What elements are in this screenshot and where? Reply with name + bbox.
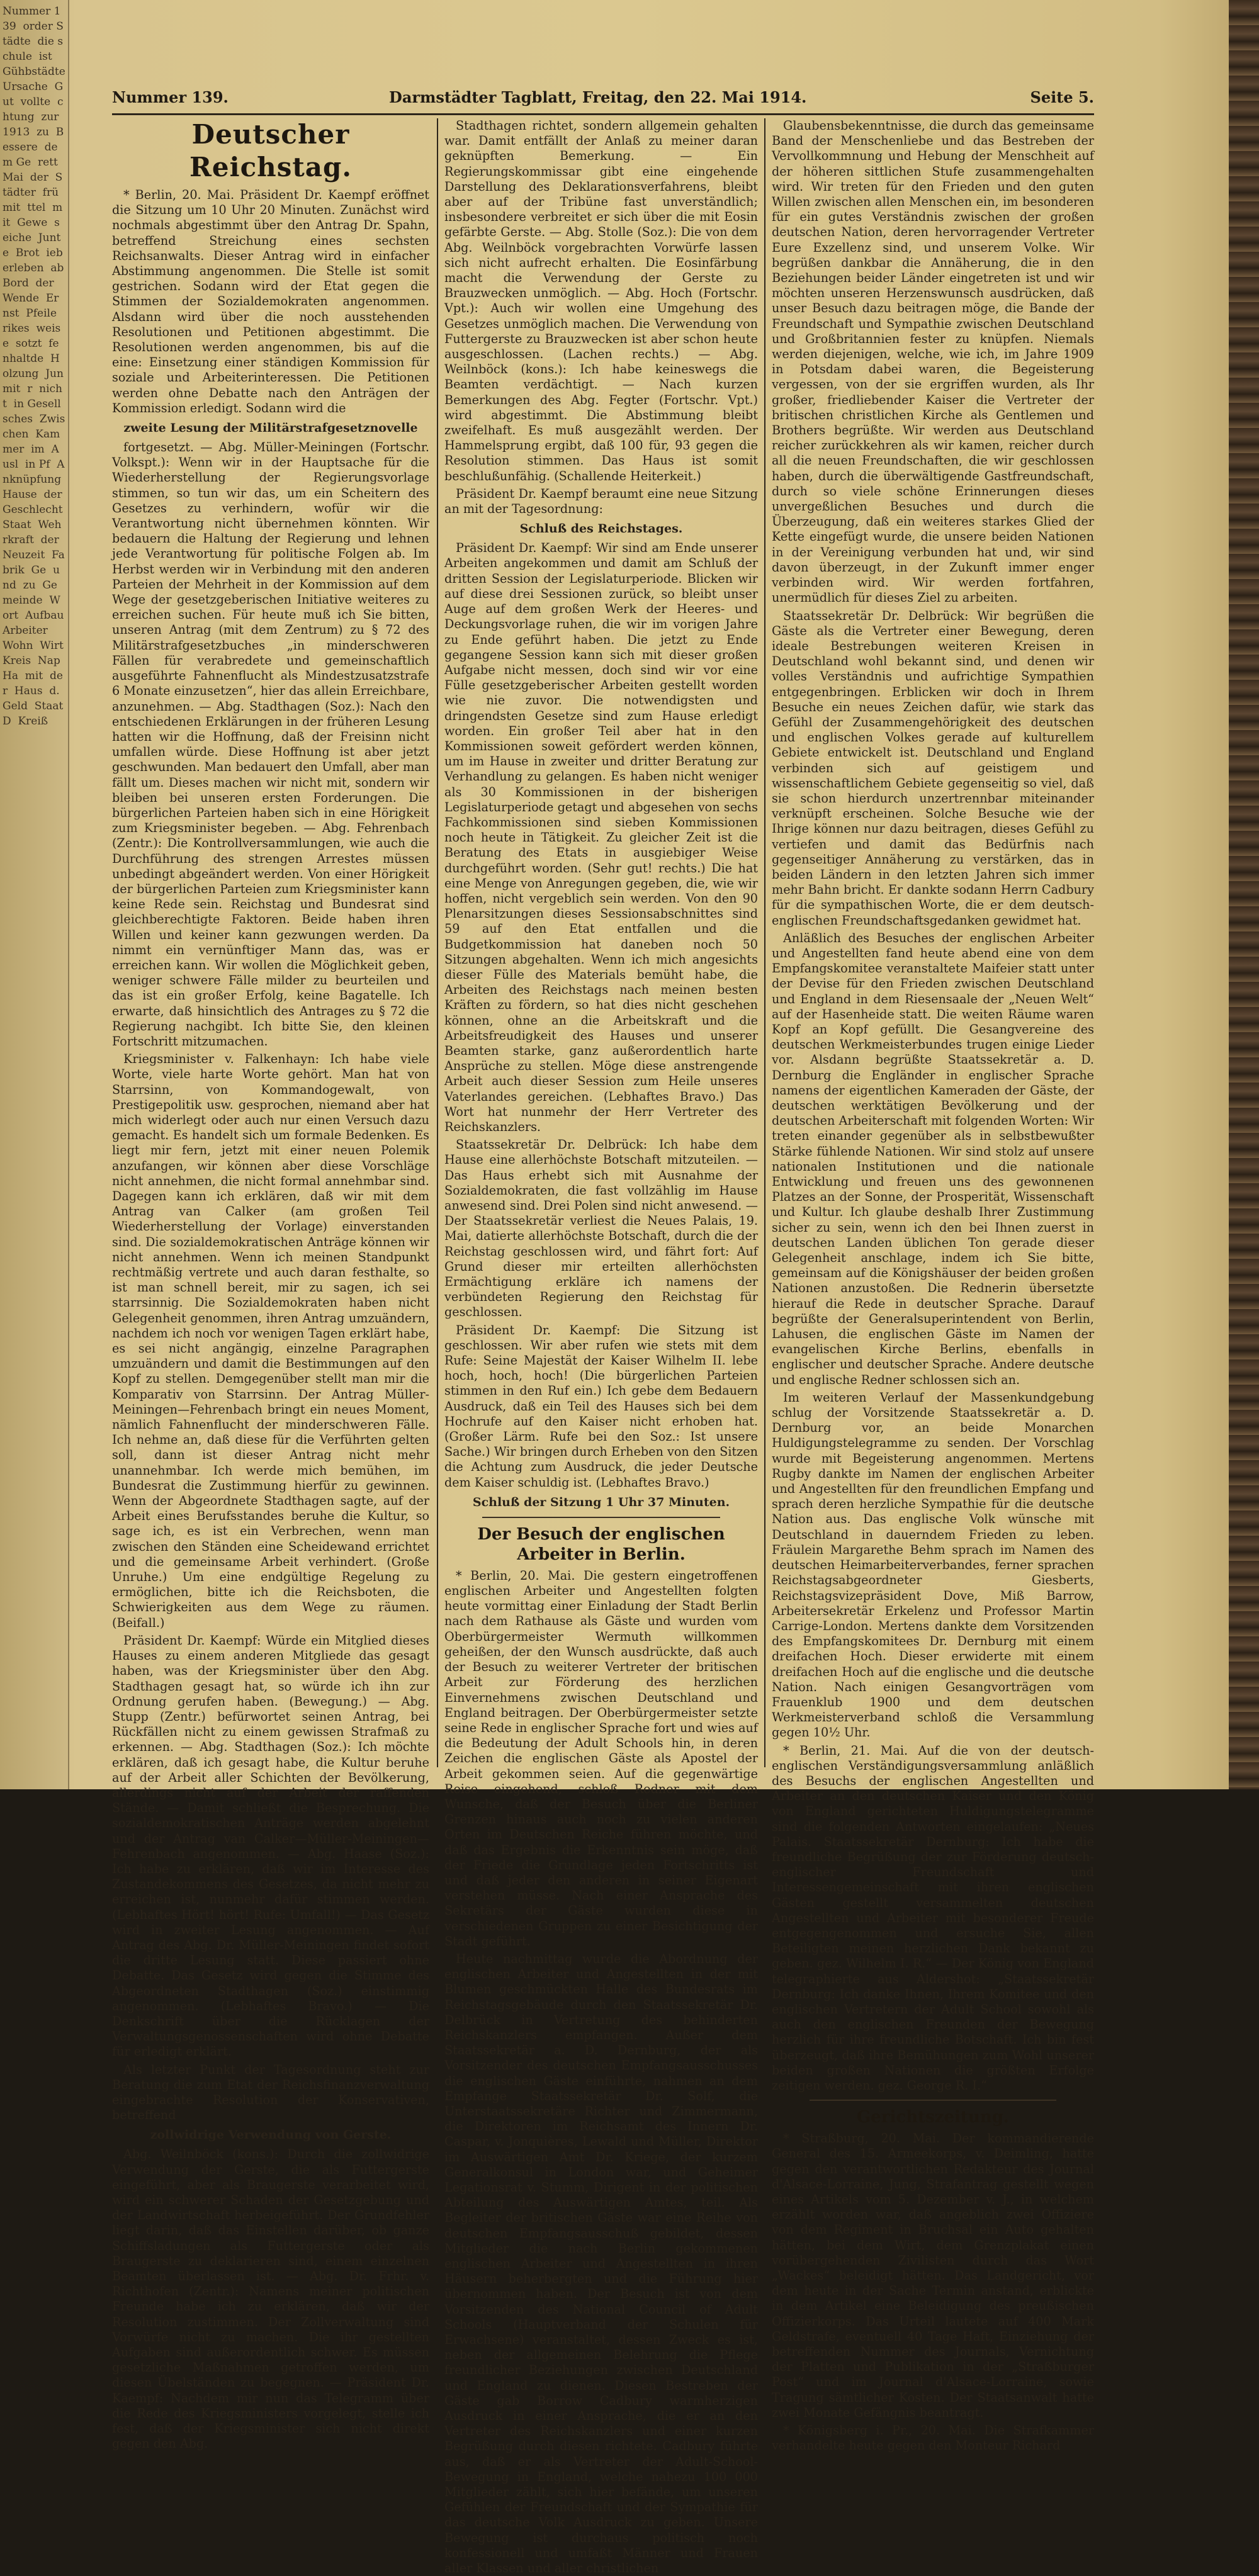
reichstag-paragraph: * Berlin, 20. Mai. Präsident Dr. Kaempf eröffnet die Sitzung um 10 Uhr 20 Minuten. Zunächst wird nochmals abgestimmt über den Antrag Dr. Spahn, betreffend Streichung eines sechsten Reichsanwalts. Dieser Antrag wird in einfacher Abstimmung angenommen. Die Stelle ist somit gestrichen. Sodann wird der Etat gegen die Stimmen der Sozialdemokraten angenommen. Alsdann wird über die noch ausstehenden Resolutionen und Petitionen abgestimmt. Die Resolutionen werden angenommen, bis auf die eine: Einsetzung einer ständigen Kommission für soziale und Arbeiterinteressen. Die Petitionen werden ohne Debatte nach den Anträgen der Kommission erledigt. Sodann wird die [112,188,429,415]
reichstag-headline: Deutscher Reichstag. [189,119,352,183]
gerichtszeitung-headline: Gerichtszeitung. [857,2108,1009,2127]
reichstag-paragraph: Stadthagen richtet, sondern allgemein gehalten war. Damit entfällt der Anlaß zu meiner daran geknüpften Bemerkung. — Ein Regierungskommissar gibt eine eingehende Darstellung des Deklarationsverfahrens, bleibt aber auf der Tribüne fast unverständlich; insbesondere verbreitet er sich über die mit Eosin gefärbte Gerste. — Abg. Stolle (Soz.): Die von dem Abg. Weilnböck vorgebrachten Vorwürfe lassen sich nicht aufrecht erhalten. Die Eosinfärbung macht die Verwendung der Gerste zu Brauzwecken unmöglich. — Abg. Hoch (Fortschr. Vpt.): Auch wir wollen eine Umgehung des Gesetzes unmöglich machen. Die Verwendung von Futtergerste zu Brauzwecken ist aber schon heute ausgeschlossen. (Lachen rechts.) — Abg. Weilnböck (kons.): Ich habe keineswegs die Beamten verdächtigt. — Nach kurzen Bemerkungen des Abg. Fegter (Fortschr. Vpt.) wird abgestimmt. Die Abstimmung bleibt zweifelhaft. Es muß ausgezählt werden. Der Hammelsprung ergibt, daß 100 für, 93 gegen die Resolution stimmen. Das Haus ist somit beschlußunfähig. (Schallende Heiterkeit.) [444,118,758,483]
previous-page-edge [0,0,72,1789]
besuch-paragraph: Anläßlich des Besuches der englischen Arbeiter und Angestellten fand heute abend eine von dem Empfangskomitee veranstaltete Maifeier statt unter der Devise für den Frieden zwischen Deutschland und England in dem Riesensaale der „Neuen Welt“ auf der Hasenheide statt. Die weiten Räume waren Kopf an Kopf gefüllt. Die Gesangvereine des deutschen Werkmeisterbundes trugen einige Lieder vor. Alsdann begrüßte Staatssekretär a. D. Dernburg die Engländer in englischer Sprache namens der eigentlichen Kameraden der Gäste, der deutschen werktätigen Bevölkerung und der deutschen Arbeiterschaft mit folgenden Worten: Wir treten einander gegenüber als in selbstbewußter Stärke fühlende Nationen. Wir sind stolz auf unsere nationalen Institutionen und die nationale Entwicklung und freuen uns des gewonnenen Platzes an der Sonne, der Prosperität, Wissenschaft und Kultur. Ich glaube deshalb Ihrer Zustimmung sicher zu sein, wenn ich den bei Ihnen zuerst in deutschen Landen üblichen Ton gerade dieser Gelegenheit anschlage, indem ich Sie bitte, gemeinsam auf die Königshäuser der beiden großen Nationen anzustoßen. Die Rednerin übersetzte hierauf die Rede in deutscher Sprache. Darauf begrüßte der Generalsuperintendent von Berlin, Lahusen, die englischen Gäste im Namen der evangelischen Kirche Berlins, ebenfalls in englischer und deutscher Sprache. Andere deutsche und englische Redner schlossen sich an. [772,930,1094,1387]
column-2 [444,118,758,2576]
reichstag-paragraph: Kriegsminister v. Falkenhayn: Ich habe viele Worte, viele harte Worte gehört. Man hat von Starrsinn, von Kommandogewalt, von Prestigepolitik usw. gesprochen, niemand aber hat mich widerlegt oder auch nur einen Versuch dazu gemacht. Es handelt sich um formale Bedenken. Es liegt mir fern, jetzt mit einer neuen Polemik anzufangen, wir können aber diese Vorschläge nicht annehmen, die nicht formal annehmbar sind. Dagegen kann ich erklären, daß wir mit dem Antrag van Calker (am großen Teil Wiederherstellung der Vorlage) einverstanden sind. Die sozialdemokratischen Anträge können wir nicht annehmen. Wenn ich meinen Standpunkt rechtmäßig vertrete und auch daran festhalte, so ist man schnell bereit, mir zu sagen, ich sei starrsinnig. Die Sozialdemokraten haben nicht Gelegenheit genommen, ihren Antrag umzuändern, nachdem ich noch vor wenigen Tagen erklärt habe, es sei nicht angängig, einzelne Paragraphen umzuändern und damit die Bestimmungen auf den Kopf zu stellen. Demgegenüber stellt man mir die Komparativ von Starrsinn. Der Antrag Müller-Meiningen—Fehrenbach bringt ein neues Moment, nämlich Fahnenflucht der minderschweren Fälle. Ich nehme an, daß diese für die Verführten gelten soll, dann ist dieser Antrag nicht mehr unannehmbar. Ich werde mich bemühen, im Bundesrat die Zustimmung hierfür zu gewinnen. Wenn der Abgeordnete Stadthagen sagte, auf der Arbeit eines Berufsstandes beruhe die Kultur, so sage ich, es ist ein Verbrechen, wenn man zwischen den Ständen eine Scheidewand errichtet und die gemeinsame Arbeit verhindert. (Große Unruhe.) Um eine endgültige Regelung zu ermöglichen, bitte ich die Reichsboten, die Schwierigkeiten aus dem Wege zu räumen. (Beifall.) [112,1052,429,1630]
column-rule-1 [437,118,438,1767]
issue-number: Nummer 139. [112,88,229,106]
article-separator [482,1517,720,1518]
besuch-headline: Der Besuch der englischen Arbeiter in Berlin. [477,1524,725,1564]
reichstag-paragraph: Abg. Weilnböck (kons.): Durch die zollwidrige Verwendung der Gerste, die als Futtergerste eingeführt, aber als Braugerste verarbeitet wird, wird ein schwerer Schaden der Gesetzgebung und der Landwirtschaft herbeigeführt. Der Grundfehler liegt darin, daß das Einstellen darüber, ob ganze Schiffsladungen als Futtergerste oder als Braugerste zu deklarieren sind, einem einzelnen Beamten überlassen ist. — Abg. Dr. Frhr. v. Richthofen (Zentr.): Namens meiner politischen Freunde habe ich zu erklären, daß wir der Resolution zustimmen. Der Zollverwaltung sind Vorwürfe nicht zu machen. Die ihr gestellten Aufgaben sind außerordentlich schwer. Es müssen gesetzliche Maßnahmen getroffen werden, um diesen Übelständen zu begegnen. — Präsident Dr. Kaempf: Nachdem mir nun das Telegramm über die Rede des Kriegsministers vorgelegt, stelle ich fest, daß der Kriegsminister sich nicht direkt gegen den Abg. [112,2147,429,2451]
besuch-paragraph: Im weiteren Verlauf der Massenkundgebung schlug der Vorsitzende Staatssekretär a. D. Dernburg vor, an beide Monarchen Huldigungstelegramme zu senden. Der Vorschlag wurde mit Begeisterung angenommen. Mertens Rugby dankte im Namen der englischen Arbeiter und Angestellten für den freundlichen Empfang und sprach deren herzliche Sympathie für die deutsche Nation aus. Das englische Volk wünsche mit Deutschland in dauerndem Frieden zu leben. Fräulein Margarethe Behm sprach im Namen des deutschen Heimarbeiterverbandes, ferner sprachen Reichstagsabgeordneter Giesberts, Reichstagsvizepräsident Dove, Miß Barrow, Arbeitersekretär Erkelenz und Professor Martin Carrige-London. Mertens dankte dem Vorsitzenden des Empfangskomitees Dr. Dernburg mit einem dreifachen Hoch. Dieser erwiderte mit einem dreifachen Hoch auf die englische und die deutsche Nation. Nach einigen Gesangvorträgen vom Frauenklub 1900 und dem deutschen Werkmeisterverband schloß die Versammlung gegen 10½ Uhr. [772,1390,1094,1740]
reichstag-paragraph: Staatssekretär Dr. Delbrück: Ich habe dem Hause eine allerhöchste Botschaft mitzuteilen. — Das Haus erhebt sich mit Ausnahme der Sozialdemokraten, die fast vollzählig im Hause anwesend sind. Drei Polen sind nicht anwesend. — Der Staatssekretär verliest die Neues Palais, 19. Mai, datierte allerhöchste Botschaft, durch die der Reichstag geschlossen wird, und fährt fort: Auf Grund dieser mir erteilten allerhöchsten Ermächtigung erkläre ich namens der verbündeten Regierung den Reichstag für geschlossen. [444,1137,758,1320]
gericht-paragraph: * Straßburg, 20. Mai. Der kommandierende General des 15. Armeekorps, v. Deimling, hatte gegen den verantwortlichen Redakteur des Journal d'Alsace-Lorraine, Jung, Strafantrag gestellt wegen eines Artikels vom 5. Dezember v. J., in welchem erzählt worden war, daß angeblich zwei Offiziere von dem Regiment in Bruchsal ein Auto gehalten hätten, bei dem Wirt, dem Grenzplakat einen vorübergehenden Zivilisten durch das Wort „Wackes“ beleidigt hätten. Das Landgericht, vor dem heute in der Sache Termin anstand, erblickte in dem Artikel eine Beleidigung des preußischen Offizierkorps. Das Urteil lautete auf 400 Mark Geldstrafe, eventuell 40 Tage Haft, Einziehung der betreffenden Nummer des Journals, Vernichtung der Platten und Publikation in der „Straßburger Post“ und im Journal d'Alsace-Lorraine, sowie Tragung sämtlicher Kosten. Der Staatsanwalt hatte zwei Monate Gefängnis beantragt. [772,2131,1094,2420]
besuch-paragraph: Heute nachmittag wurde die Abordnung der englischen Arbeiter und Angestellten in der mit Blumen geschmückten Halle des Bundesrats im Reichstagsgebäude durch den Staatssekretär Dr. Delbrück in Vertretung des behinderten Reichskanzlers empfangen. Außer dem Staatssekretär a. D. Dernburg, der als Vorsitzender des deutschen Empfangsausschusses die englischen Gäste einführte, nahmen an dem Empfange Staatssekretär Dr. Solf, die Unterstaatssekretäre Richter und Zimmermann, die Direktoren im Reichsamt des Innern Dr. Caspar, v. Jonquières, Lewald und Müller, Direktor im Auswärtigen Amt Dr. Kriege, der kurzem Generalkonsul in London war, und Geheimer Legationsrat v. Stumm, Dirigent in der politischen Abteilung des Auswärtigen Amtes, teil. Als Begleiter der britischen Gäste war eine Reihe von deutschen Empfangsausschuß gebildet, dessen Mitglieder die nach Berlin gekommenen englischen Arbeiter und Angestellten in ihren Häusern beherbergten und die Führung hier übernommen haben. Der Besuch ist von dem Vorsitzenden des National Council of Adult Schools (Hauptverband der Schulen für Erwachsene) veranstaltet, dessen Zweck es ist, neben der allgemeinen Belehrung die Pflege freundlicher Beziehungen zwischen Deutschland und England zu dienen. Diesen Bestreben der Gäste gab Borrow Cadbury warmherzigen Ausdruck in einer Ansprache, die er an den Vertreter des Reichskanzlers und einer kurzen Begrüßung durch diesen richtete. Cadbury führte aus, daß er als Vertreter der Adult-School-Bewegung in England, welche nahezu 100 000 Mitglieder zählt, sich hier befände, um unseren Gefühlen der Freundschaft und der Sympathie für das deutsche Volk Ausdruck zu geben. Unsere Bewegung ist durchaus politisch noch konfessionell und umfaßt Männer und Frauen aller Klassen und aller christlichen [444,1951,758,2576]
sitzung-schluss: Schluß der Sitzung 1 Uhr 37 Minuten. [472,1495,730,1509]
schluss-subheading: Schluß des Reichstages. [519,522,683,536]
besuch-paragraph: Glaubensbekenntnisse, die durch das gemeinsame Band der Menschenliebe und das Bestreben der Vervollkommnung und Hebung der Menschheit auf der höheren sittlichen Stufe zusammengehalten wird. Wir treten für den Frieden und den guten Willen zwischen allen Menschen ein, im besonderen für ein gutes Verständnis zwischen der großen deutschen Nation, deren hervorragender Vertreter Eure Exzellenz sind, und unserem Volke. Wir begrüßen dankbar die Annäherung, die in den Beziehungen beider Länder eingetreten ist und wir möchten unseren Herzenswunsch ausdrücken, daß unser Besuch dazu beitragen möge, die Bande der Freundschaft und Sympathie zwischen Deutschland und Großbritannien fester zu knüpfen. Niemals werden diejenigen, welche, wie ich, im Jahre 1909 in Potsdam dabei waren, die Begeisterung vergessen, von der sie ergriffen wurden, als Ihr großer, friedliebender Kaiser die Vertreter der britischen christlichen Kirche als Gentlemen und Brothers begrüßte. Wir werden aus Deutschland reicher zurückkehren als wir kamen, reicher durch all die neuen Freundschaften, die wir geschlossen haben, durch die überwältigende Gastfreundschaft, durch so viele schöne Erinnerungen dieses unvergeßlichen Besuches und durch die Überzeugung, daß ein weiteres starkes Glied der Kette eingefügt wurde, die unsere beiden Nationen in der Vereinigung verbunden hat und, wir sind davon überzeugt, in der Zukunft immer enger verbinden wird. Wir werden fortfahren, unermüdlich für dieses Ziel zu arbeiten. [772,118,1094,605]
column-3 [772,118,1094,2453]
reichstag-paragraph: Präsident Dr. Kaempf: Die Sitzung ist geschlossen. Wir aber rufen wie stets mit dem Rufe: Seine Majestät der Kaiser Wilhelm II. lebe hoch, hoch, hoch! (Die bürgerlichen Parteien stimmen in den Ruf ein.) Ich gebe dem Bedauern Ausdruck, daß ein Teil des Hauses sich bei dem Hochrufe auf den Kaiser nicht erhoben hat. (Großer Lärm. Rufe bei den Soz.: Ist unsere Sache.) Wir bringen durch Erheben von den Sitzen die Achtung zum Ausdruck, die jeder Deutsche dem Kaiser schuldig ist. (Lebhaftes Bravo.) [444,1322,758,1490]
previous-page-fragment: Nummer 139 order Städte die schule ist Gühbstädte Ursache Gut vollte chtung zur 1913 zu Bessere dem Ge rett Mai der Städter frü mit ttel mit Gewe seiche Junte Brot ieberleben ab Bord der Wende Ernst Pfeile rikes weise sotzt fenhaltde Holzung Jun mit r nicht in Gesell sches Zwischen Kammer im Ausl in Pf Anknüpfung Hause der Geschlecht Staat Wehrkraft der Neuzeit Fabrik Ge und zu Gemeinde Wort Aufbau Arbeiter Wohn Wirt Kreis Nap Ha mit der Haus d. Geld Staat D Kreiß [3,5,72,728]
page-header [112,88,1094,113]
besuch-paragraph: * Berlin, 20. Mai. Die gestern eingetroffenen englischen Arbeiter und Angestellten folgten heute vormittag einer Einladung der Stadt Berlin nach dem Rathause als Gäste und wurden vom Oberbürgermeister Wermuth willkommen geheißen, der den Wunsch ausdrückte, daß auch der Besuch zu weiterer Vertreter der britischen Arbeit zur Förderung des herzlichen Einvernehmens zwischen Deutschland und England beitragen. Der Oberbürgermeister setzte seine Rede in englischer Sprache fort und wies auf die Bedeutung der Adult Schools hin, in deren Zeichen die englischen Gäste als Apostel der Arbeit gekommen seien. Auf die gegenwärtige Reise eingehend, schloß Redner mit dem Wunsche, daß der Besuch über die Berliner Grenzen hinaus auch noch zu vielen anderen Orten im Deutschen Reiche führen möchte, und daß das Ergebnis die Erkenntnis sein möge, daß der Friede die Grundlage jeden Fortschritts ist und daß jeder den anderen in seiner Eigenart verstehen müsse. Nach einer Ansprache des Sekretärs der Gäste wurden diese in verschiedenen Gruppen zu einer Besichtigung der Stadt geführt. [444,1568,758,1949]
reichstag-paragraph: Als letzter Punkt der Tagesordnung steht zur Beratung die zum Etat der Reichsfinanzverwaltung eingebrachte Resolution der Konservativen, betreffend [112,2062,429,2123]
gericht-paragraph: * Königsberg i. Pr., 20. Mai. Die Strafkammer verhandelte heute gegen den Monteur Richard [772,2423,1094,2453]
column-rule-2 [764,118,765,1767]
column-1 [112,118,429,2451]
reichstag-paragraph: Präsident Dr. Kaempf: Würde ein Mitglied dieses Hauses zu einem anderen Mitgliede das gesagt haben, was der Kriegsminister über den Abg. Stadthagen gesagt hat, so würde ich ihn zur Ordnung gerufen haben. (Bewegung.) — Abg. Stupp (Zentr.) befürwortet seinen Antrag, bei Rückfällen nicht zu einem gewissen Strafmaß zu erkennen. — Abg. Stadthagen (Soz.): Ich möchte erklären, daß ich gesagt habe, die Kultur beruhe auf der Arbeit aller Schichten der Bevölkerung, allerdings nicht auf der Arbeit der raffenden Stände. — Damit schließt die Besprechung. Die sozialdemokratischen Anträge werden abgelehnt und der Antrag van Calker—Müller-Meiningen—Fehrenbach angenommen. — Abg. Haase (Soz.): Ich habe zu erklären, daß wir im Interesse des Zustandekommens des Gesetzes, da nicht mehr zu erreichen ist, nunmehr dafür stimmen werden. (Lebhaftes Hört! hört! Rufe: Umfall!) — Das Gesetz wird in zweiter Lesung angenommen. — Auf Antrag des Abg. Dr. Müller-Meiningen findet sofort die dritte Lesung statt. Diese passiert ohne Debatte. Das Gesetz wird gegen die Stimme des Abgeordneten Stadthagen (Soz.) einstimmig angenommen. (Lebhaftes Bravo.) — Die Denkschrift über die Rücklagen der Verwaltungsgenossenschaften wird ohne Debatte für erledigt erklärt. [112,1633,429,2059]
book-binding [1229,0,1259,1789]
page-number: Seite 5. [1030,88,1094,106]
masthead-line: Darmstädter Tagblatt, Freitag, den 22. Mai 1914. [389,88,807,106]
gerste-subheading: zollwidrige Verwendung von Gerste. [150,2128,392,2142]
reichstag-paragraph: fortgesetzt. — Abg. Müller-Meiningen (Fortschr. Volkspt.): Wenn wir in der Hauptsache für die Wiederherstellung der Regierungsvorlage stimmen, so tun wir das, um ein Scheitern des Gesetzes zu verhindern, wofür wir die Verantwortung nicht übernehmen könnten. Wir bedauern die Haltung der Regierung und lehnen jede Verantwortung für politische Folgen ab. Im Herbst werden wir in Verbindung mit den anderen Parteien der Mehrheit in der Kommission auf dem Wege der gesetzgeberischen Initiative weiteres zu erreichen suchen. Für heute muß ich Sie bitten, unseren Antrag (mit dem Zentrum) zu § 72 des Militärstrafgesetzbuches „in minderschweren Fällen für verabredete und gemeinschaftlich ausgeführte Fahnenflucht als Mindestzusatzstrafe 6 Monate einzusetzen“, hier das allein Erreichbare, anzunehmen. — Abg. Stadthagen (Soz.): Nach den entschiedenen Erklärungen in der früheren Lesung hatten wir die Hoffnung, daß der Freisinn nicht umfallen würde. Diese Hoffnung ist aber jetzt geschwunden. Man bedauert den Umfall, aber man fällt um. Dieses machen wir nicht mit, sondern wir bleiben bei unseren ersten Forderungen. Die bürgerlichen Parteien haben sich in eine Hörigkeit zum Kriegsminister begeben. — Abg. Fehrenbach (Zentr.): Die Kontrollversammlungen, wie auch die Durchführung des strengen Arrestes müssen unbedingt abgeändert werden. Von einer Hörigkeit der bürgerlichen Parteien zum Kriegsminister kann keine Rede sein. Reichstag und Bundesrat sind gleichberechtigte Faktoren. Beide haben ihren Willen und keiner kann gezwungen werden. Da nimmt ein vernünftiger Mann das, was er erreichen kann. Wir wollen die Möglichkeit geben, weniger schwere Fälle milder zu beurteilen und das ist ein großer Erfolg, keine Bagatelle. Ich erwarte, daß hinsichtlich des Antrages zu § 72 die Regierung nachgibt. Ich bitte Sie, den kleinen Fortschritt mitzumachen. [112,440,429,1049]
header-rule [112,113,1094,115]
militaerstraf-subheading: zweite Lesung der Militärstrafgesetznovelle [123,421,418,436]
article-separator [810,2100,1056,2101]
besuch-paragraph: Staatssekretär Dr. Delbrück: Wir begrüßen die Gäste als die Vertreter einer Bewegung, deren ideale Bestrebungen weiteren Kreisen in Deutschland wohl bekannt sind, und denen wir volles Verständnis und aufrichtige Sympathien entgegenbringen. Erblicken wir doch in Ihrem Besuche ein neues Zeichen dafür, wie stark das Gefühl der Zusammengehörigkeit des deutschen und englischen Volkes gerade auf kulturellem Gebiete entwickelt ist. Deutschland und England verbinden sich auf geistigem und wissenschaftlichem Gebiete gegenseitig so viel, daß sie schon hierdurch unzertrennbar miteinander verknüpft erscheinen. Solche Besuche wie der Ihrige können nur dazu beitragen, dieses Gefühl zu vertiefen und damit das Bedürfnis nach gegenseitiger Annäherung zu verstärken, das in beiden Ländern in den letzten Jahren sich immer mehr Bahn bricht. Er dankte sodann Herrn Cadbury für die sympathischen Worte, die er dem deutsch-englischen Freundschaftsgedanken gewidmet hat. [772,608,1094,928]
reichstag-paragraph: Präsident Dr. Kaempf: Wir sind am Ende unserer Arbeiten angekommen und damit am Schluß der dritten Session der Legislaturperiode. Blicken wir auf diese drei Sessionen zurück, so bleibt unser Auge auf dem großen Werk der Heeres- und Deckungsvorlage ruhen, die wir im vorigen Jahre zu Ende geführt haben. Die jetzt zu Ende gegangene Session kann sich mit dieser großen Aufgabe nicht messen, doch sind wir vor eine Fülle gesetzgeberischer Arbeiten gestellt worden wie nie zuvor. Die notwendigsten und dringendsten Gesetze sind zum Hause erledigt worden. Ein großer Teil aber hat in den Kommissionen soweit gefördert werden können, um im Hause in zweiter und dritter Beratung zur Verhandlung zu gelangen. Es haben nicht weniger als 30 Kommissionen in der bisherigen Legislaturperiode getagt und abgesehen von sechs Fachkommissionen sind sieben Kommissionen noch heute in Tätigkeit. Zu gleicher Zeit ist die Beratung des Etats in ausgiebiger Weise durchgeführt worden. (Sehr gut! rechts.) Die hat eine Menge von Anregungen gegeben, die, wie wir hoffen, nicht vergeblich sein werden. Von den 90 Plenarsitzungen dieses Sessionsabschnittes sind 59 auf den Etat entfallen und die Budgetkommission hat daneben noch 50 Sitzungen abgehalten. Wenn ich mich angesichts dieser Fülle des Materials bemüht habe, die Arbeiten des Reichstags nach meinen besten Kräften zu fördern, so hat dies nicht geschehen können, ohne an die Arbeitskraft und die Arbeitsfreudigkeit des Hauses und unserer Beamten starke, ganz außerordentlich harte Ansprüche zu stellen. Möge diese anstrengende Arbeit auch dieser Session zum Heile unseres Vaterlandes gereichen. (Lebhaftes Bravo.) Das Wort hat nunmehr der Herr Vertreter des Reichskanzlers. [444,541,758,1134]
reichstag-paragraph: Präsident Dr. Kaempf beraumt eine neue Sitzung an mit der Tagesordnung: [444,486,758,517]
besuch-paragraph: * Berlin, 21. Mai. Auf die von der deutsch-englischen Verständigungsversammlung anläßlich des Besuchs der englischen Angestellten und Arbeiter an den deutschen Kaiser und den König von England gerichteten Huldigungstelegramme sind die folgenden Antworten eingelaufen: „Neues Palais. Staatssekretär Dernburg: Ich habe die freundliche Begrüßung der zur Förderung deutsch-englischer Freundschaft und Interessengemeinschaft mit ihren englischen Gästen gestellt versammelten deutschen Angestellten und Arbeiter mit besonderer Freude entgegengenommen und ersuche Sie, allen Beteiligten meinen herzlichen Dank bekannt zu geben. gez. Wilhelm I. R.“ — Der König von England telegraphierte aus Aldershot: „Staatssekretär Dernburg: Ich danke Ihnen, Ihrem Komitee und den englischen Vertretern der Adult School sowohl als auch den englischen Freunden der Bewegung herzlich für ihre freundliche Botschaft. Ich bin fest überzeugt, daß ihre Bemühungen zum Wohl unserer beiden großen Nationen die größten Erfolge zeitigen werden. gez. George R. I.“ [772,1743,1094,2093]
